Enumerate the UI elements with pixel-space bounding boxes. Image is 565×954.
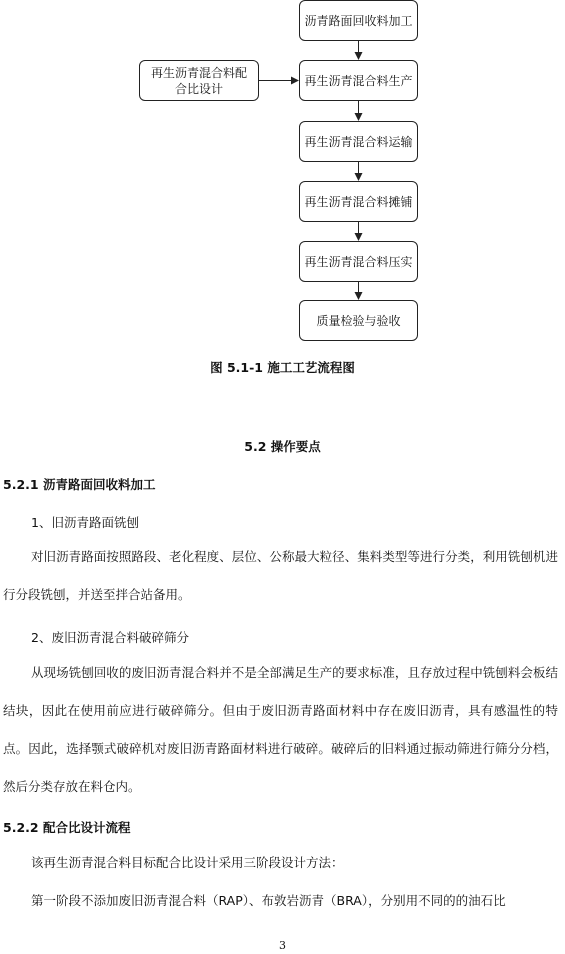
flow-step-3: 再生沥青混合料运输: [299, 121, 418, 162]
figure-caption: 图 5.1-1 施工工艺流程图: [210, 360, 355, 375]
flow-arrows: [0, 0, 565, 354]
flow-step-2: 再生沥青混合料生产: [299, 60, 418, 101]
section-title: 5.2 操作要点: [244, 439, 321, 454]
heading-5-2-2: 5.2.2 配合比设计流程: [3, 820, 131, 835]
paragraph-mix-design: 该再生沥青混合料目标配合比设计采用三阶段设计方法：: [31, 855, 344, 870]
flow-step-5: 再生沥青混合料压实: [299, 241, 418, 282]
flow-step-4: 再生沥青混合料摊铺: [299, 181, 418, 222]
list-item-2: 2、废旧沥青混合料破碎筛分: [31, 630, 189, 645]
list-item-1: 1、旧沥青路面铣刨: [31, 515, 139, 530]
flow-step-6: 质量检验与验收: [299, 300, 418, 341]
flow-side-step: 再生沥青混合料配合比设计: [139, 60, 259, 101]
paragraph-stage-one: 第一阶段不添加废旧沥青混合料（RAP）、布敦岩沥青（BRA），分别用不同的的油石比: [31, 893, 506, 908]
paragraph-milling: 对旧沥青路面按照路段、老化程度、层位、公称最大粒径、集料类型等进行分类，利用铣刨机进行分段铣刨，并送至拌合站备用。: [3, 549, 558, 602]
paragraph-crushing: 从现场铣刨回收的废旧沥青混合料并不是全部满足生产的要求标准，且存放过程中铣刨料会板结结块，因此在使用前应进行破碎筛分。但由于废旧沥青路面材料中存在废旧沥青，具有感温性的特点。因此，选择颚式破碎机对废旧沥青路面材料进行破碎。破碎后的旧料通过振动筛进行筛分分档，然后分类存放在料仓内。: [3, 665, 558, 794]
flow-step-1: 沥青路面回收料加工: [299, 0, 418, 41]
page-number: 3: [279, 939, 286, 952]
heading-5-2-1: 5.2.1 沥青路面回收料加工: [3, 477, 156, 492]
